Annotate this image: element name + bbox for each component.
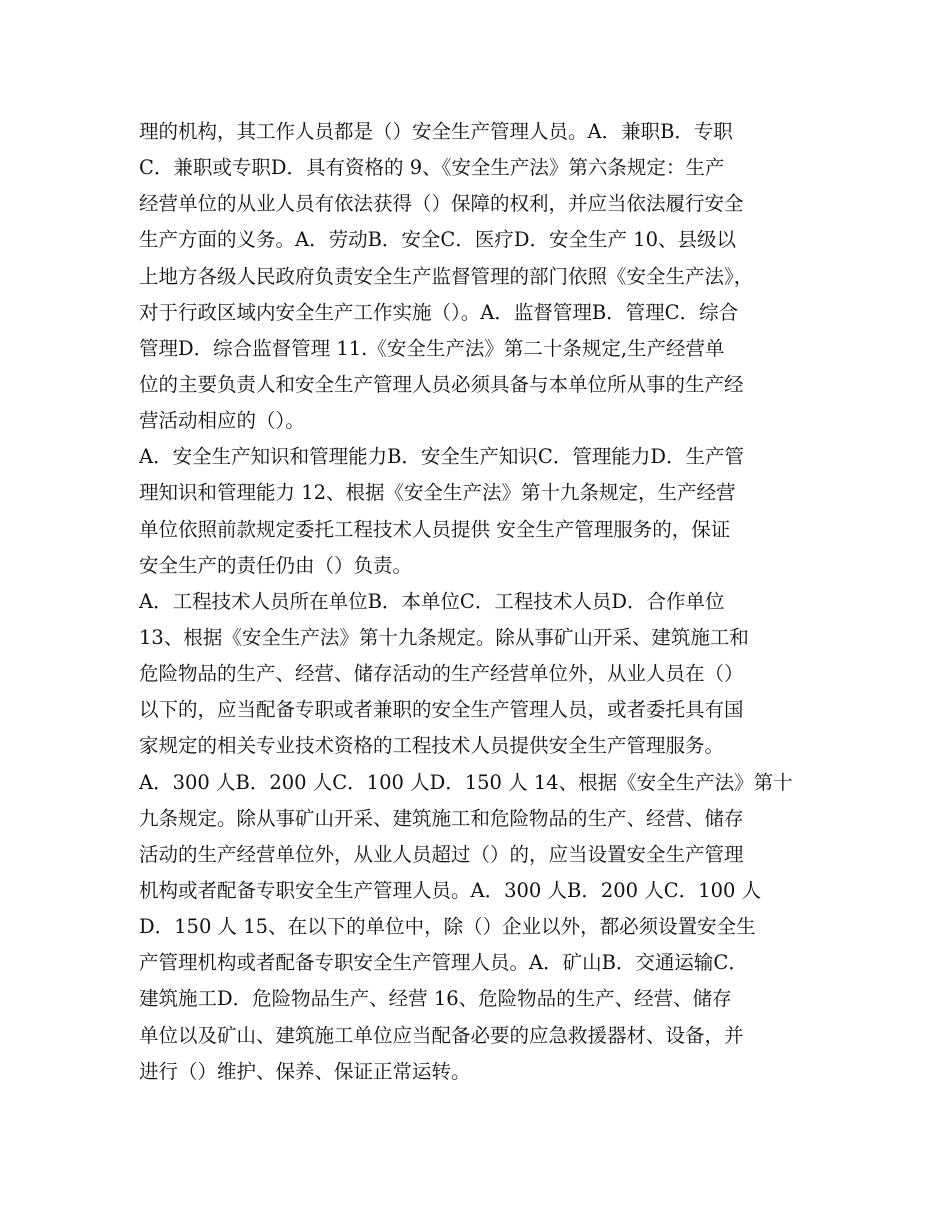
text-line: 13、根据《安全生产法》第十九条规定。除从事矿山开采、建筑施工和	[139, 625, 749, 649]
text-line: 安全生产的责任仍由（）负责。	[139, 553, 413, 577]
text-line: 家规定的相关专业技术资格的工程技术人员提供安全生产管理服务。	[139, 734, 725, 758]
text-line: A．工程技术人员所在单位B．本单位C．工程技术人员D．合作单位	[139, 589, 725, 613]
text-line: A．300 人B．200 人C．100 人D．150 人 14、根据《安全生产法》第十	[139, 770, 793, 794]
text-line: 理的机构，其工作人员都是（）安全生产管理人员。A．兼职B．专职	[139, 120, 733, 143]
text-line: 产管理机构或者配备专职安全生产管理人员。A．矿山B．交通运输C．	[139, 951, 748, 975]
text-line: A．安全生产知识和管理能力B．安全生产知识C．管理能力D．生产管	[139, 445, 744, 469]
text-line: 营活动相应的（）。	[139, 409, 305, 433]
text-line: 九条规定。除从事矿山开采、建筑施工和危险物品的生产、经营、储存	[139, 806, 744, 830]
text-line: 活动的生产经营单位外，从业人员超过（）的，应当设置安全生产管理	[139, 842, 744, 866]
text-line: 理知识和管理能力 12、根据《安全生产法》第十九条规定，生产经营	[139, 481, 736, 505]
text-line: 上地方各级人民政府负责安全生产监督管理的部门依照《安全生产法》，	[139, 264, 754, 288]
text-line: 危险物品的生产、经营、储存活动的生产经营单位外，从业人员在（）	[139, 662, 744, 686]
text-line: 生产方面的义务。A．劳动B．安全C．医疗D．安全生产 10、县级以	[139, 228, 736, 252]
body-text	[139, 114, 829, 1090]
text-line: 进行（）维护、保养、保证正常运转。	[139, 1059, 471, 1083]
text-line: 管理D．综合监督管理 11.《安全生产法》第二十条规定,生产经营单	[139, 336, 725, 360]
text-line: 对于行政区域内安全生产工作实施（）。A．监督管理B．管理C．综合	[139, 300, 739, 324]
text-line: 以下的，应当配备专职或者兼职的安全生产管理人员，或者委托具有国	[139, 698, 744, 722]
text-line: D．150 人 15、在以下的单位中，除（）企业以外，都必须设置安全生	[139, 915, 756, 939]
text-line: C．兼职或专职D．具有资格的 9、《安全生产法》第六条规定：生产	[139, 156, 725, 180]
text-line: 单位以及矿山、建筑施工单位应当配备必要的应急救援器材、设备，并	[139, 1023, 744, 1047]
text-line: 单位依照前款规定委托工程技术人员提供 安全生产管理服务的，保证	[139, 517, 731, 541]
text-line: 经营单位的从业人员有依法获得（）保障的权利，并应当依法履行安全	[139, 192, 744, 216]
text-line: 机构或者配备专职安全生产管理人员。A．300 人B．200 人C．100 人	[139, 878, 762, 902]
text-line: 位的主要负责人和安全生产管理人员必须具备与本单位所从事的生产经	[139, 372, 744, 396]
text-line: 建筑施工D．危险物品生产、经营 16、危险物品的生产、经营、储存	[139, 987, 732, 1011]
